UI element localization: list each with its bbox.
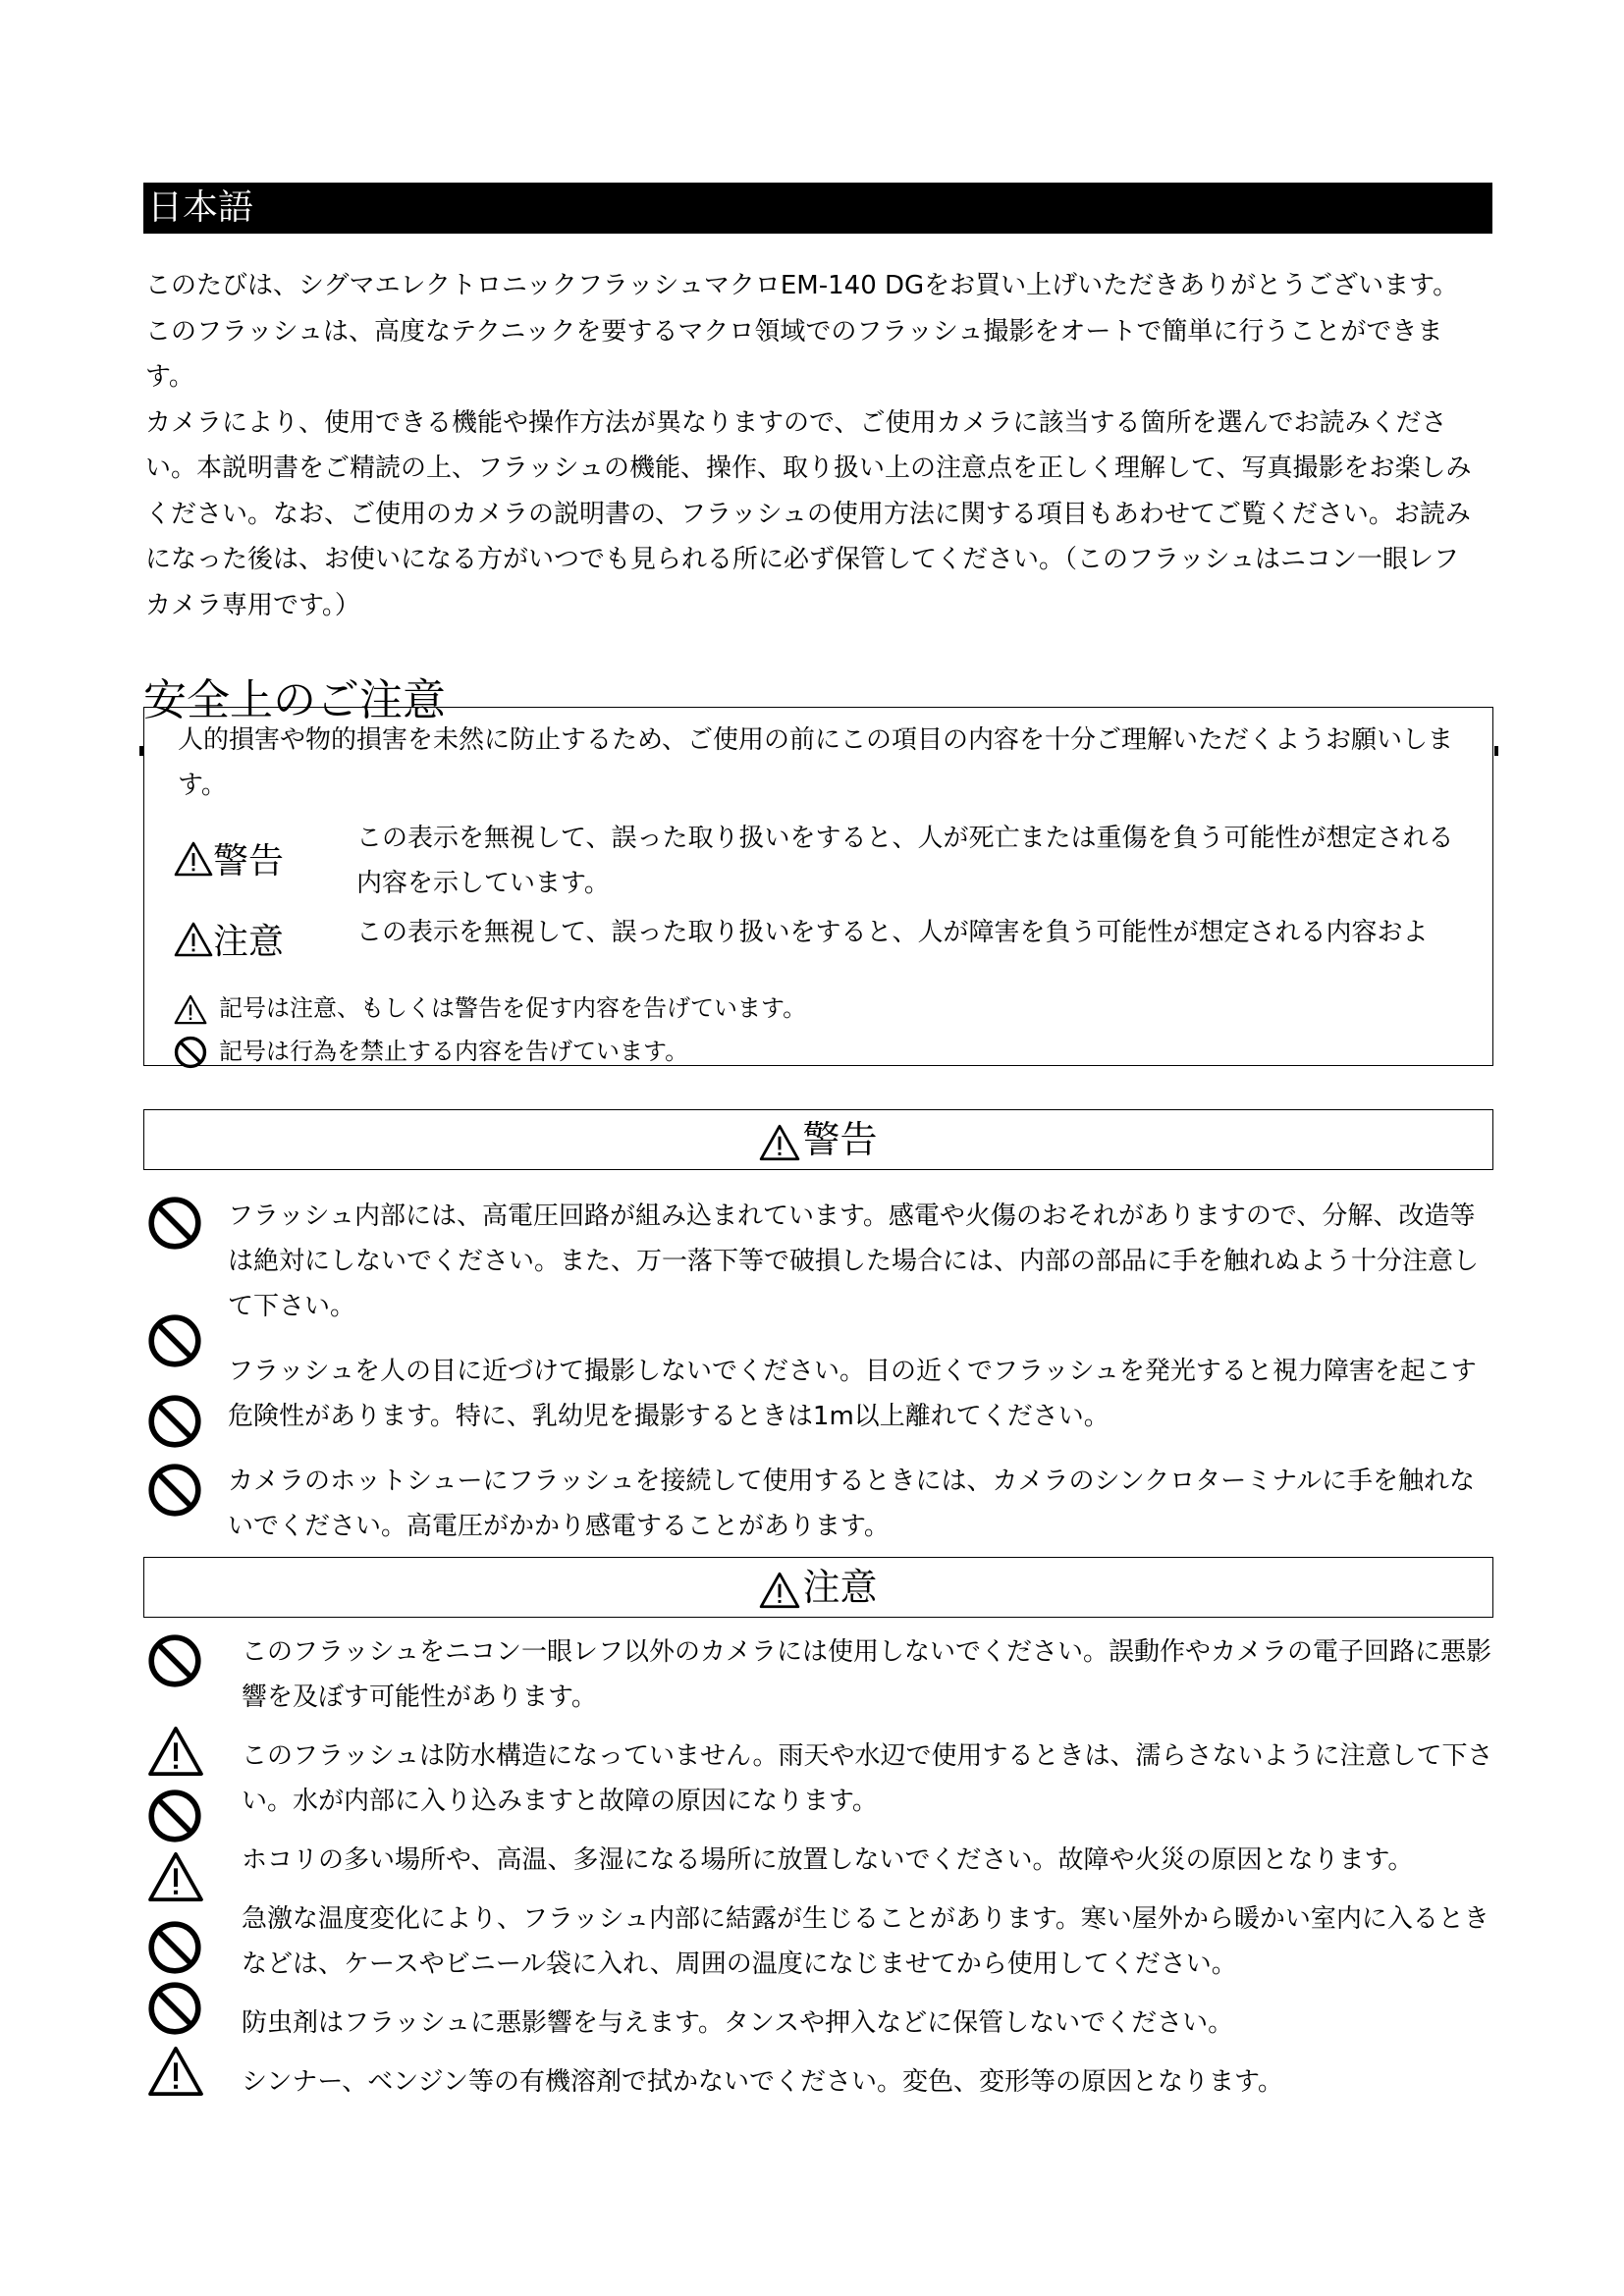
warning-section-header — [143, 1109, 1493, 1170]
caution-item: このフラッシュをニコン一眼レフ以外のカメラには使用しないでください。誤動作やカメラの電子回路に悪影響を及ぼす可能性があります。 — [242, 1637, 1491, 1712]
symbol-text: 記号は注意、もしくは警告を促す内容を告げています。 — [219, 994, 807, 1022]
intro-paragraph: カメラにより、使用できる機能や操作方法が異なりますので、ご使用カメラに該当する箇所を選んでお読みください。本説明書をご精読の上、フラッシュの機能、操作、取り扱い上の注意点を正しく理解して、写真撮影をお楽しみください。なお、ご使用のカメラの説明書の、フラッシュの使用方法に関する項目もあわせてご覧ください。お読みになった後は、お使いになる方がいつでも見られる所に必ず保管してください。（このフラッシュはニコン一眼レフカメラ専用です。） — [145, 407, 1472, 620]
caution-item: シンナー、ベンジン等の有機溶剤で拭かないでください。変色、変形等の原因となります。 — [242, 2067, 1283, 2097]
safety-title: 安全上のご注意 — [143, 675, 446, 725]
prohibition-icon — [147, 1196, 202, 1251]
caution-triangle-icon — [759, 1572, 800, 1609]
warning-header-text: 警告 — [802, 1118, 878, 1161]
caution-legend-label — [174, 914, 284, 964]
prohibition-icon — [147, 1463, 202, 1518]
prohibition-icon — [147, 1633, 202, 1688]
caution-item: 防虫剤はフラッシュに悪影響を与えます。タンスや押入などに保管しないでください。 — [242, 2008, 1234, 2038]
caution-section-header — [143, 1557, 1493, 1618]
warning-item: フラッシュを人の目に近づけて撮影しないでください。目の近くでフラッシュを発光すると視力障害を起こす危険性があります。特に、乳幼児を撮影するときは1m以上離れてください。 — [228, 1357, 1477, 1431]
prohibition-icon — [147, 1789, 202, 1843]
caution-triangle-icon — [147, 2046, 204, 2097]
caution-header-text: 注意 — [802, 1566, 878, 1609]
prohibition-icon — [147, 1981, 202, 2036]
tick-mark — [1494, 746, 1498, 756]
symbol-explanation-prohibit — [174, 1032, 688, 1069]
symbol-explanation-triangle — [174, 988, 806, 1025]
caution-legend-desc: この表示を無視して、誤った取り扱いをすると、人が障害を負う可能性が想定される内容およ — [356, 918, 1429, 947]
warning-label-text: 警告 — [213, 841, 285, 881]
warning-item: フラッシュ内部には、高電圧回路が組み込まれています。感電や火傷のおそれがありますので、分解、改造等は絶対にしないでください。また、万一落下等で破損した場合には、内部の部品に手を触れぬよう十分注意して下さい。 — [228, 1201, 1480, 1321]
intro-paragraph: このたびは、シグマエレクトロニックフラッシュマクロEM-140 DGをお買い上げいただきありがとうございます。このフラッシュは、高度なテクニックを要するマクロ領域でのフラッシュ撮影をオートで簡単に行うことができます。 — [145, 271, 1459, 392]
triangle-icon — [174, 994, 207, 1025]
prohibition-icon — [147, 1313, 202, 1368]
caution-item: このフラッシュは防水構造になっていません。雨天や水辺で使用するときは、濡らさないように注意して下さい。水が内部に入り込みますと故障の原因になります。 — [242, 1741, 1493, 1816]
caution-label-text: 注意 — [213, 922, 285, 962]
warning-triangle-icon — [174, 841, 213, 877]
prohibition-icon — [147, 1920, 202, 1975]
caution-item: ホコリの多い場所や、高温、多湿になる場所に放置しないでください。故障や火災の原因となります。 — [242, 1845, 1414, 1875]
prohibition-icon — [174, 1036, 207, 1069]
language-header: 日本語 — [143, 183, 1492, 234]
safety-intro: 人的損害や物的損害を未然に防止するため、ご使用の前にこの項目の内容を十分ご理解いただくようお願いします。 — [178, 725, 1453, 800]
warning-item: カメラのホットシューにフラッシュを接続して使用するときには、カメラのシンクロターミナルに手を触れないでください。高電圧がかかり感電することがあります。 — [228, 1467, 1475, 1541]
warning-legend-desc: この表示を無視して、誤った取り扱いをすると、人が死亡または重傷を負う可能性が想定される内容を示しています。 — [356, 824, 1454, 898]
safety-notice-box — [143, 707, 1493, 1066]
warning-triangle-icon — [759, 1124, 800, 1161]
caution-item: 急激な温度変化により、フラッシュ内部に結露が生じることがあります。寒い屋外から暖かい室内に入るときなどは、ケースやビニール袋に入れ、周囲の温度になじませてから使用してください。 — [242, 1904, 1489, 1979]
warning-list — [228, 1194, 1494, 1541]
intro-text — [145, 263, 1481, 628]
caution-triangle-icon — [147, 1726, 204, 1777]
caution-triangle-icon — [147, 1851, 204, 1902]
warning-legend-label — [174, 833, 284, 883]
prohibition-icon — [147, 1394, 202, 1449]
caution-list — [242, 1629, 1498, 2118]
caution-triangle-icon — [174, 922, 213, 957]
symbol-text: 記号は行為を禁止する内容を告げています。 — [219, 1038, 689, 1065]
